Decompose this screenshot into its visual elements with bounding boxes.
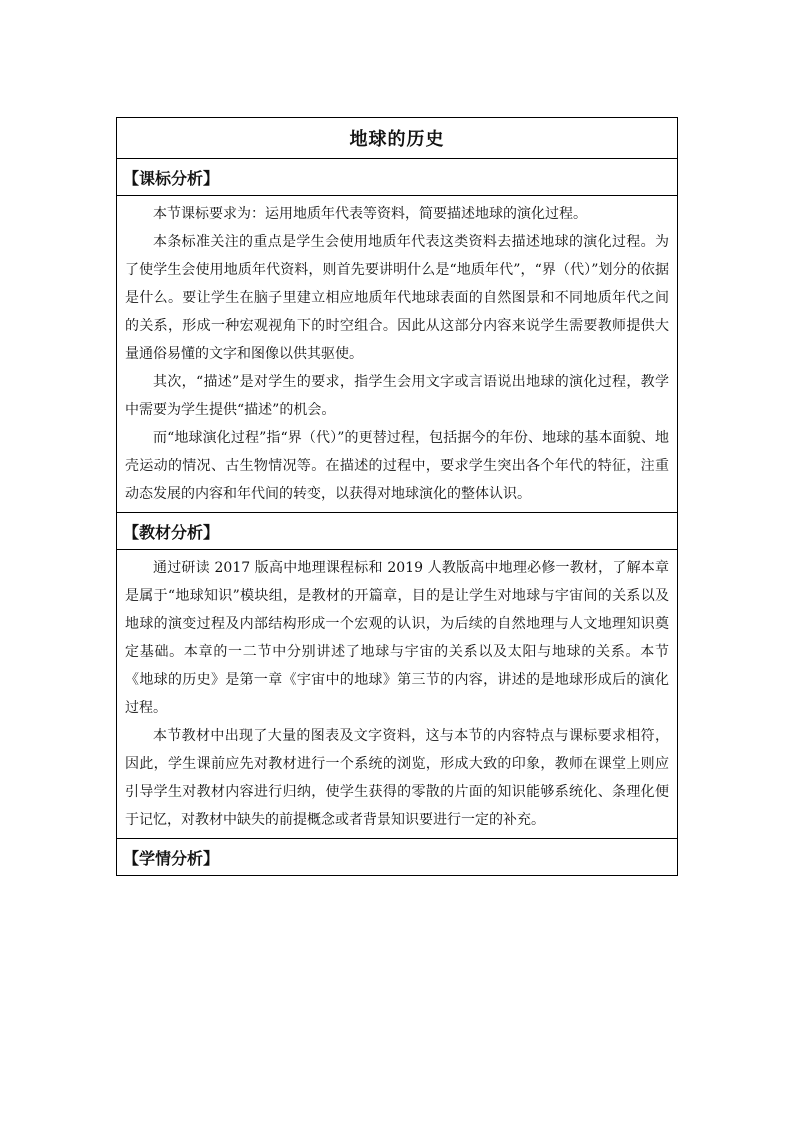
paragraph: 本节课标要求为：运用地质年代表等资料，简要描述地球的演化过程。	[153, 206, 587, 222]
paragraph: 其次，“描述”是对学生的要求，指学生会用文字或言语说出地球的演化过程，教学中需要为学生提供“描述”的机会。	[125, 374, 669, 418]
section-body-textbook	[117, 550, 678, 839]
paragraph: 本条标准关注的重点是学生会使用地质年代表这类资料去描述地球的演化过程。为了使学生会使用地质年代资料，则首先要讲明什么是“地质年代”，“界（代）”划分的依据是什么。要让学生在脑子里建立相应地质年代地球表面的自然图景和不同地质年代之间的关系，形成一种宏观视角下的时空组合。因此从这部分内容来说学生需要教师提供大量通俗易懂的文字和图像以供其驱使。	[125, 234, 669, 362]
document-title: 地球的历史	[117, 118, 678, 159]
document-table	[116, 117, 678, 876]
section-heading-curriculum: 【课标分析】	[117, 159, 678, 196]
paragraph: 本节教材中出现了大量的图表及文字资料，这与本节的内容特点与课标要求相符，因此，学生课前应先对教材进行一个系统的浏览，形成大致的印象，教师在课堂上则应引导学生对教材内容进行归纳，使学生获得的零散的片面的知识能够系统化、条理化便于记忆，对教材中缺失的前提概念或者背景知识要进行一定的补充。	[125, 728, 669, 828]
section-body-curriculum	[117, 196, 678, 513]
section-heading-students: 【学情分析】	[117, 839, 678, 876]
paragraph: 而“地球演化过程”指“界（代）”的更替过程，包括据今的年份、地球的基本面貌、地壳运动的情况、古生物情况等。在描述的过程中，要求学生突出各个年代的特征，注重动态发展的内容和年代间的转变，以获得对地球演化的整体认识。	[125, 430, 669, 502]
paragraph: 通过研读 2017 版高中地理课程标和 2019 人教版高中地理必修一教材，了解本章是属于“地球知识”模块组，是教材的开篇章，目的是让学生对地球与宇宙间的关系以及地球的演变过程及内部结构形成一个宏观的认识，为后续的自然地理与人文地理知识奠定基础。本章的一二节中分别讲述了地球与宇宙的关系以及太阳与地球的关系。本节《地球的历史》是第一章《宇宙中的地球》第三节的内容，讲述的是地球形成后的演化过程。	[125, 560, 669, 716]
section-heading-textbook: 【教材分析】	[117, 513, 678, 550]
